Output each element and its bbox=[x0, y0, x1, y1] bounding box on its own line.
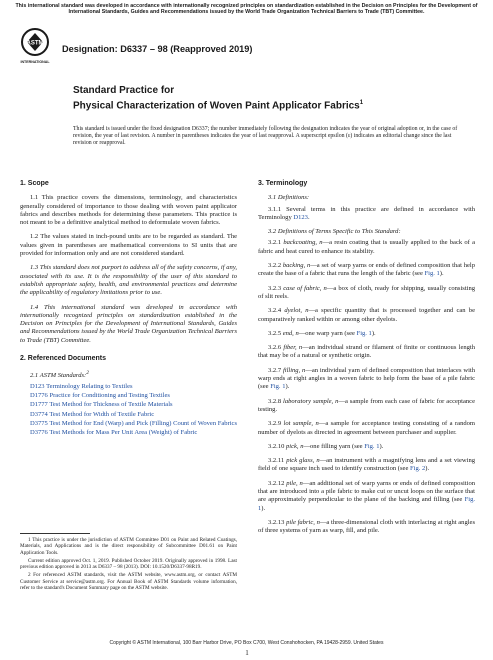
term-text: —a three-dimensional cloth with interlacing at right angles of three systems of yarn as warp, fill, and pile. bbox=[258, 518, 475, 535]
term-number: 3.2.10 bbox=[268, 442, 285, 450]
reference-title[interactable]: Practice for Conditioning and Testing Textiles bbox=[49, 392, 170, 400]
term-text: —one filling yarn (see bbox=[303, 442, 365, 450]
term-name: pick glass, n bbox=[286, 457, 320, 465]
footnote-1b: Current edition approved Oct. 1, 2019. Published October 2019. Originally approved in 1998. Last previous edition approved in 2013 as D6337 – 98 (2013). DOI: 10.1520/D6337-98R19. bbox=[20, 557, 237, 571]
scope-1-2: 1.2 The values stated in inch-pound units are to be regarded as standard. The values given in parentheses are mathematical conversions to SI units that are provided for information only and are not considered standard. bbox=[20, 233, 237, 258]
reference-code[interactable]: D3776 bbox=[30, 429, 48, 437]
reference-title[interactable]: Test Method for Thickness of Textile Materials bbox=[49, 401, 173, 409]
scope-1-1: 1.1 This practice covers the dimensions, terminology, and characteristics generally considered of importance to those dealing with woven paint applicator fabrics and describes methods for determining these parameters. This practice is not meant to be a definitive analytical method to deformulate woven fabrics. bbox=[20, 194, 237, 227]
term-definition bbox=[258, 457, 475, 474]
term-number: 3.2.9 bbox=[268, 420, 282, 428]
term-number: 3.2.2 bbox=[268, 262, 282, 270]
reference-code[interactable]: D3775 bbox=[30, 420, 48, 427]
title-main: Physical Characterization of Woven Paint Applicator Fabrics bbox=[73, 100, 360, 112]
term-definition bbox=[258, 420, 475, 437]
terminology-heading: 3. Terminology bbox=[258, 180, 308, 187]
footnote-1: 1 This practice is under the jurisdiction of ASTM Committee D01 on Paint and Related Coatings, Materials, and Applications and is the direct responsibility of Subcommittee D01.61 on Paint Application Tools. bbox=[20, 537, 237, 556]
left-column bbox=[20, 180, 237, 439]
title-line-1: Standard Practice for bbox=[73, 85, 175, 96]
term-text: —one warp yarn (see bbox=[298, 329, 357, 337]
term-text: —a sample for acceptance testing consisting of a random number of dyelots as directed in agreement between purchaser and supplier. bbox=[258, 420, 475, 436]
page-number: 1 bbox=[245, 649, 249, 657]
footnotes bbox=[20, 537, 237, 593]
term-3-1-1 bbox=[258, 206, 475, 223]
astm-logo-icon bbox=[20, 27, 50, 67]
reference-title[interactable]: Test Methods for Mass Per Unit Area (Weight) of Fabric bbox=[49, 429, 198, 437]
term-text: —an instrument with a magnifying lens and a set viewing field of one square inch used to identify construction (see bbox=[258, 457, 475, 473]
term-number: 3.2.12 bbox=[268, 479, 285, 487]
term-text: —a resin coating that is usually applied to the back of a fabric and heat cured to enhance its stability. bbox=[258, 239, 475, 255]
reference-item[interactable] bbox=[30, 411, 237, 419]
term-name: pile fabric, n bbox=[286, 518, 320, 526]
term-text: —a set of warp yarns or ends of defined composition that help create the base of a fabric that runs the length of the fabric (see bbox=[258, 262, 475, 278]
term-name: case of fabric, n bbox=[283, 284, 327, 292]
d123-link[interactable]: D123 bbox=[293, 213, 308, 221]
reference-code[interactable]: D1776 bbox=[30, 392, 48, 400]
term-text-end: ). bbox=[285, 383, 290, 391]
reference-code[interactable]: D3774 bbox=[30, 410, 48, 418]
figure-link[interactable]: Fig. 1 bbox=[258, 496, 475, 512]
term-text-end: ). bbox=[439, 270, 444, 278]
logo-text: INTERNATIONAL bbox=[20, 60, 50, 64]
term-name: end, n bbox=[282, 329, 299, 337]
footnote-divider bbox=[20, 533, 90, 534]
term-text: —a box of cloth, ready for shipping, usually consisting of slit reels. bbox=[258, 284, 476, 300]
svg-text:ASTM: ASTM bbox=[26, 40, 44, 47]
term-name: filling, n bbox=[282, 366, 306, 374]
reference-item[interactable] bbox=[30, 429, 237, 437]
term-number: 3.2.3 bbox=[268, 284, 282, 292]
term-text: —an individual strand or filament of finite or continuous length that may be of a natural or synthetic origin. bbox=[258, 344, 476, 360]
figure-link[interactable]: Fig. 1 bbox=[270, 383, 286, 391]
term-name: dyelot, n bbox=[284, 307, 309, 315]
term-definition bbox=[258, 480, 475, 513]
right-column bbox=[258, 180, 475, 542]
term-definition bbox=[258, 519, 475, 536]
term-definition bbox=[258, 367, 475, 392]
term-text-end: ). bbox=[371, 329, 376, 337]
specific-label: 3.2 Definitions of Terms Specific to This Standard: bbox=[268, 228, 401, 236]
term-number: 3.2.8 bbox=[268, 397, 282, 405]
term-definition bbox=[258, 262, 475, 279]
figure-link[interactable]: Fig. 1 bbox=[356, 329, 372, 337]
scope-1-4: 1.4 This international standard was developed in accordance with internationally recognized principles on standardization established in the Decision on Principles for the Development of International Standards, Guides and Recommendations issued by the World Trade Organization Technical Barriers to Trade (TBT) Committee. bbox=[20, 303, 237, 344]
term-name: fiber, n bbox=[283, 344, 303, 352]
header-notice: This international standard was developed in accordance with internationally recognized principles on standardization established in the Decision on Principles for the Development of International Standards, Guides and Recommendations issued by the World Trade Organization Technical Barriers to Trade (TBT) Committee. bbox=[15, 3, 478, 16]
term-text: —an individual yarn of defined composition that interlaces with warp ends at right angles in a woven fabric to help form the base of a pile fabric (see bbox=[258, 366, 475, 391]
term-definition bbox=[258, 239, 475, 256]
term-text-end: ). bbox=[425, 465, 430, 473]
term-number: 3.2.6 bbox=[268, 344, 282, 352]
term-3-1-1-end: . bbox=[307, 213, 310, 221]
term-definition bbox=[258, 330, 475, 338]
referenced-intro bbox=[20, 369, 237, 380]
referenced-list bbox=[30, 383, 237, 438]
term-definition bbox=[258, 344, 475, 361]
term-name: backcoating, n bbox=[283, 239, 323, 247]
term-name: backing, n bbox=[282, 262, 311, 270]
term-definition bbox=[258, 443, 475, 451]
figure-link[interactable]: Fig. 2 bbox=[410, 465, 426, 473]
term-number: 3.2.7 bbox=[268, 366, 282, 374]
term-number: 3.2.1 bbox=[268, 239, 282, 247]
reference-item[interactable] bbox=[30, 383, 237, 391]
term-text: —a sample from each case of fabric for acceptance testing. bbox=[258, 397, 475, 413]
title-line-2 bbox=[73, 97, 473, 112]
referenced-heading: 2. Referenced Documents bbox=[20, 355, 106, 363]
footnote-2: 2 For referenced ASTM standards, visit the ASTM website, www.astm.org, or contact ASTM Customer Service at service@astm.org. For Annual Book of ASTM Standards volume information, refer to the standard's Document Summary page on the ASTM website. bbox=[20, 572, 237, 592]
term-text-end: ). bbox=[261, 504, 266, 512]
definitions-label: 3.1 Definitions: bbox=[268, 194, 310, 202]
reference-code[interactable]: D123 bbox=[30, 382, 45, 390]
term-definition bbox=[258, 398, 475, 415]
figure-link[interactable]: Fig. 1 bbox=[424, 270, 440, 278]
term-definition bbox=[258, 285, 475, 302]
title-footnote-mark: 1 bbox=[359, 100, 364, 106]
reference-item[interactable] bbox=[30, 392, 237, 400]
document-title bbox=[73, 85, 473, 112]
term-name: pile, n bbox=[286, 479, 303, 487]
reference-item[interactable] bbox=[30, 420, 237, 428]
term-text: —a specific quantity that is processed together and can be comparatively ranked within or among other dyelots. bbox=[258, 307, 475, 323]
copyright-line: Copyright © ASTM International, 100 Barr Harbor Drive, PO Box C700, West Conshohocken, PA 19428-2959. United States bbox=[109, 640, 384, 646]
reference-code[interactable]: D1777 bbox=[30, 401, 48, 409]
term-name: laboratory sample, n bbox=[283, 397, 339, 405]
referenced-intro-text: 2.1 ASTM Standards: bbox=[30, 372, 87, 380]
term-list bbox=[258, 239, 475, 535]
term-text-end: ). bbox=[379, 442, 384, 450]
term-definition bbox=[258, 307, 475, 324]
term-name: lot sample, n bbox=[283, 420, 319, 428]
term-text: —an additional set of warp yarns or ends of defined composition that are introduced into a pile fabric to make cut or uncut loops on the surface that are approximately perpendicular to the plane of the backing and filling (see bbox=[258, 479, 475, 504]
term-number: 3.2.11 bbox=[268, 457, 285, 465]
scope-1-3: 1.3 This standard does not purport to address all of the safety concerns, if any, associated with its use. It is the responsibility of the user of this standard to establish appropriate safety, health, and environmental practices and determine the applicability of regulatory limitations prior to use. bbox=[20, 264, 237, 297]
term-number: 3.2.13 bbox=[268, 518, 285, 526]
reference-item[interactable] bbox=[30, 401, 237, 409]
term-number: 3.2.5 bbox=[268, 329, 282, 337]
term-3-1-1-text: 3.1.1 Several terms in this practice are defined in accordance with Terminology bbox=[258, 205, 475, 221]
referenced-intro-mark: 2 bbox=[86, 370, 89, 377]
term-name: pick, n bbox=[286, 442, 304, 450]
term-number: 3.2.4 bbox=[268, 307, 282, 315]
reference-title[interactable]: Terminology Relating to Textiles bbox=[46, 382, 133, 390]
issuance-note: This standard is issued under the fixed designation D6337; the number immediately following the designation indicates the year of original adoption or, in the case of revision, the year of last revision. A number in parentheses indicates the year of last reapproval. A superscript epsilon (ε) indicates an editorial change since the last revision or reapproval. bbox=[73, 126, 458, 147]
reference-title[interactable]: Test Method for End (Warp) and Pick (Filling) Count of Woven Fabrics bbox=[49, 420, 238, 427]
reference-title[interactable]: Test Method for Width of Textile Fabric bbox=[49, 410, 155, 418]
scope-heading: 1. Scope bbox=[20, 180, 49, 187]
figure-link[interactable]: Fig. 1 bbox=[364, 442, 380, 450]
designation: Designation: D6337 – 98 (Reapproved 2019) bbox=[62, 44, 253, 54]
